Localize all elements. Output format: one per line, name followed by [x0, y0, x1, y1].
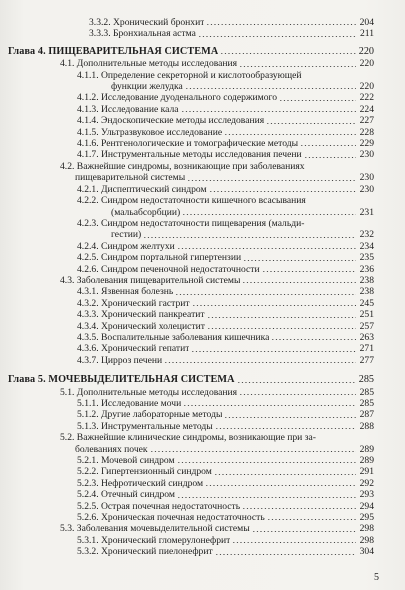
dot-leader [243, 254, 356, 262]
toc-page-number: 227 [359, 115, 374, 127]
toc-page-number: 251 [359, 309, 374, 321]
toc-section[interactable]: 4.1. Дополнительные методы исследования 220 [60, 58, 374, 70]
toc-section[interactable]: 5.3. Заболевания мочевыделительной системы 298 [60, 523, 374, 535]
dot-leader [175, 288, 356, 296]
toc-entry[interactable]: 4.1.5. Ультразвуковое исследование 228 [77, 126, 374, 138]
dot-leader [224, 128, 356, 136]
toc-entry[interactable]: 5.2.6. Хроническая почечная недостаточность 295 [77, 512, 374, 524]
toc-page-number: 295 [359, 512, 374, 524]
dot-leader [182, 208, 356, 216]
toc-page-number: 236 [359, 263, 374, 275]
toc-entry[interactable]: 4.3.4. Хронический холецистит 257 [77, 320, 374, 332]
toc-page-number: 285 [358, 374, 374, 386]
toc-entry[interactable]: 5.1.1. Исследование мочи 285 [77, 398, 374, 409]
page-folio: 5 [374, 572, 379, 583]
toc-page-number: 271 [359, 343, 374, 355]
dot-leader [198, 30, 356, 38]
toc-page-number: 245 [359, 297, 374, 309]
toc-page-number: 292 [359, 477, 374, 489]
dot-leader [239, 388, 356, 396]
toc-page-number: 298 [359, 534, 374, 546]
toc-chapter-heading[interactable]: Глава 5. МОЧЕВЫДЕЛИТЕЛЬНАЯ СИСТЕМА 285 [8, 374, 374, 386]
toc-entry[interactable]: 4.3.2. Хронический гастрит 245 [77, 297, 374, 309]
toc-entry[interactable]: 4.2.3. Синдром недостаточности пищеварения (мальди- гестии) 232 [77, 217, 374, 241]
toc-page-number: 234 [359, 240, 374, 252]
toc-page-number: 288 [359, 420, 374, 432]
dot-leader [181, 105, 356, 113]
toc-entry[interactable]: 3.3.2. Хронический бронхит 204 [89, 17, 374, 28]
dot-leader [215, 548, 356, 556]
toc-page-number: 229 [359, 138, 374, 150]
toc-entry[interactable]: 4.3.5. Воспалительные заболевания кишечника 263 [77, 331, 374, 343]
dot-leader [262, 265, 356, 273]
toc-entry[interactable]: 5.2.4. Отечный синдром 293 [77, 489, 374, 501]
toc-entry[interactable]: 4.1.1. Определение секреторной и кислотообразующей функции желудка 220 [77, 69, 374, 93]
dot-leader [214, 468, 356, 476]
toc-entry[interactable]: 4.3.3. Хронический панкреатит 251 [77, 309, 374, 321]
dot-leader [143, 231, 356, 239]
toc-entry[interactable]: 4.1.6. Рентгенологические и томографические методы 229 [77, 138, 374, 150]
toc-page-number: 289 [359, 443, 374, 455]
dot-leader [224, 411, 356, 419]
toc-page-number: 257 [359, 320, 374, 332]
toc-entry[interactable]: 4.1.4. Эндоскопические методы исследования 227 [77, 115, 374, 127]
dot-leader [177, 491, 356, 499]
dot-leader [209, 185, 356, 193]
dot-leader [206, 18, 356, 26]
toc-page-number: 235 [359, 252, 374, 264]
toc-section[interactable]: 5.1. Дополнительные методы исследования 285 [60, 386, 374, 398]
toc-entry[interactable]: 5.1.2. Другие лабораторные методы 287 [77, 409, 374, 421]
toc-section[interactable]: 4.3. Заболевания пищеварительной системы 238 [60, 274, 374, 286]
dot-leader [183, 399, 356, 407]
dot-leader [220, 47, 356, 55]
toc-page-number: 204 [359, 17, 374, 28]
dot-leader [242, 502, 356, 510]
dot-leader [150, 445, 356, 453]
dot-leader [271, 333, 356, 341]
dot-leader [267, 513, 356, 521]
toc-page-number: 220 [358, 45, 374, 57]
toc-entry[interactable]: 5.3.2. Хронический пиелонефрит 304 [77, 546, 374, 558]
toc-page-number: 224 [359, 103, 374, 115]
toc-page-number: 298 [359, 523, 374, 535]
toc-entry[interactable]: 3.3.3. Бронхиальная астма 211 [89, 28, 374, 40]
toc-chapter-heading[interactable]: Глава 4. ПИЩЕВАРИТЕЛЬНАЯ СИСТЕМА 220 [8, 45, 374, 57]
dot-leader [279, 94, 356, 102]
toc-entry[interactable]: 4.2.1. Диспептический синдром 230 [77, 183, 374, 195]
toc-entry[interactable]: 4.2.4. Синдром желтухи 234 [77, 240, 374, 252]
dot-leader [304, 151, 356, 159]
dot-leader [242, 276, 356, 284]
dot-leader [300, 139, 356, 147]
dot-leader [185, 82, 356, 90]
toc-entry[interactable]: 5.2.3. Нефротический синдром 292 [77, 477, 374, 489]
toc-page-number: 230 [359, 183, 374, 195]
toc-page-number: 220 [359, 58, 374, 70]
toc-entry[interactable]: 4.1.3. Исследование кала 224 [77, 103, 374, 115]
toc-page-number: 287 [359, 409, 374, 421]
toc-page-number: 228 [359, 126, 374, 138]
toc-page-number: 230 [359, 172, 374, 184]
toc-section[interactable]: 5.2. Важнейшие клинические синдромы, возникающие при за- болеваниях почек 289 [60, 432, 374, 455]
toc-page-number: 304 [359, 546, 374, 558]
toc-page-number: 285 [359, 386, 374, 398]
dot-leader [207, 322, 356, 330]
toc-section[interactable]: 4.2. Важнейшие синдромы, возникающие при заболеваниях пищеварительной системы 230 [60, 160, 374, 184]
dot-leader [266, 117, 356, 125]
toc-page-number: 293 [359, 489, 374, 501]
toc-page-number: 277 [359, 354, 374, 366]
toc-entry[interactable]: 5.3.1. Хронический гломерулонефрит 298 [77, 534, 374, 546]
toc-page-number: 211 [359, 28, 374, 40]
dot-leader [215, 422, 356, 430]
toc-page-number: 231 [359, 206, 374, 218]
toc-entry[interactable]: 5.2.5. Острая почечная недостаточность 294 [77, 500, 374, 512]
toc-page-number: 289 [359, 455, 374, 467]
dot-leader [239, 60, 356, 68]
table-of-contents [8, 17, 374, 558]
dot-leader [252, 525, 356, 533]
dot-leader [237, 376, 356, 384]
toc-page-number: 222 [359, 92, 374, 104]
toc-page-number: 232 [359, 229, 374, 241]
toc-page-number: 291 [359, 466, 374, 478]
dot-leader [192, 299, 356, 307]
toc-entry[interactable]: 4.3.1. Язвенная болезнь 238 [77, 286, 374, 298]
dot-leader [232, 536, 356, 544]
dot-leader [207, 311, 356, 319]
toc-page-number: 230 [359, 149, 374, 161]
toc-page-number: 294 [359, 500, 374, 512]
toc-entry[interactable]: 5.2.2. Гипертензионный синдром 291 [77, 466, 374, 478]
dot-leader [191, 345, 356, 353]
dot-leader [177, 456, 356, 464]
dot-leader [164, 356, 356, 364]
toc-entry[interactable]: 4.1.2. Исследование дуоденального содержимого 222 [77, 92, 374, 104]
toc-page-number: 263 [359, 331, 374, 343]
dot-leader [205, 479, 356, 487]
toc-page-number: 238 [359, 274, 374, 286]
toc-entry[interactable]: 4.3.7. Цирроз печени 277 [77, 354, 374, 366]
dot-leader [177, 242, 356, 250]
toc-page-number: 285 [359, 398, 374, 409]
toc-entry[interactable]: 5.1.3. Инструментальные методы 288 [77, 420, 374, 432]
dot-leader [187, 174, 356, 182]
toc-page-number: 238 [359, 286, 374, 298]
toc-page-number: 220 [359, 81, 374, 93]
toc-entry[interactable]: 4.2.6. Синдром печеночной недостаточности 236 [77, 263, 374, 275]
toc-entry[interactable]: 4.2.5. Синдром портальной гипертензии 235 [77, 252, 374, 264]
toc-entry[interactable]: 4.2.2. Синдром недостаточности кишечного всасывания (мальабсорбции) 231 [77, 195, 374, 218]
toc-entry[interactable]: 5.2.1. Мочевой синдром 289 [77, 455, 374, 467]
toc-entry[interactable]: 4.1.7. Инструментальные методы исследования печени 230 [77, 149, 374, 161]
toc-entry[interactable]: 4.3.6. Хронический гепатит 271 [77, 343, 374, 355]
